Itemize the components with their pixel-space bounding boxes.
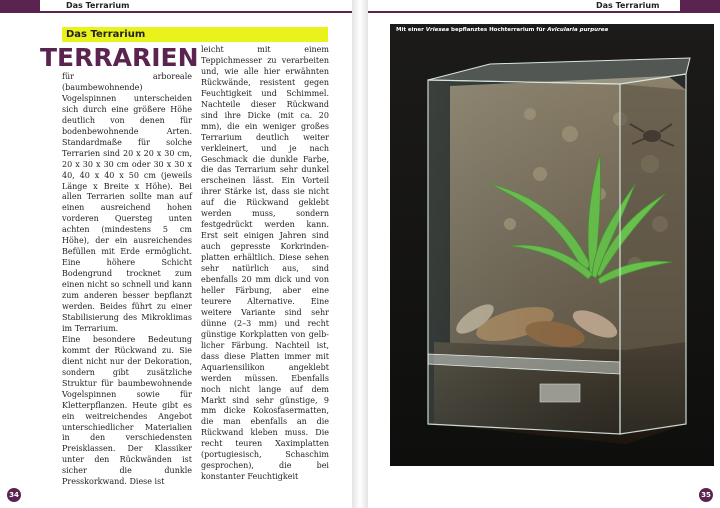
page-number-right: 35	[699, 488, 713, 502]
paragraph: Eine besondere Bedeutung kommt der Rückwand zu. Sie dient nicht nur der Dekoration, sondern gibt zusätzliche Struktur für baumbewohnende Vogelspinnen sowie für Kletterpflanzen. Heute gibt es ein weitreichendes Angebot unterschiedlicher Materialien in den verschiedensten Preisklassen. Der Klassiker unter den Rückwänden ist sicher die dunkle Presskorkwand. Diese ist	[62, 334, 192, 487]
running-head-left	[0, 0, 352, 13]
front-glass	[428, 80, 620, 434]
terrarium-illustration	[390, 24, 714, 466]
left-page	[0, 0, 352, 508]
paragraph: für arboreale (baumbewohnende) Vogelspinnen unterscheiden sich durch eine größere Höhe deutlich von denen für bodenbewohnende Arten. Standardmaße für solche Terrarien sind 20 x 20 x 30 cm, 20 x 30 x 30 cm oder 30 x 30 x 40, 40 x 40 x 50 cm (jeweils Länge x Breite x Höhe). Bei allen Terrarien sollte man auf einen ausreichend hohen vorderen Quersteg unten achten (mindestens 5 cm Höhe), der ein ausreichendes Befüllen mit Erde ermöglicht. Eine höhere Schicht Bodengrund trocknet zum einen nicht so schnell und kann zum anderen besser bepflanzt werden. Beides führt zu einer Stabilisierung des Mikroklimas im Terrarium.	[62, 72, 192, 333]
running-head-text: Das Terrarium	[66, 1, 130, 10]
running-head-right	[368, 0, 720, 13]
book-gutter	[352, 0, 368, 508]
right-page	[368, 0, 720, 508]
text-column-1	[62, 72, 192, 487]
running-head-stripe	[0, 0, 40, 11]
paragraph: leicht mit einem Teppichmesser zu verarbeiten und, wie alle hier erwähnten Rückwände, resistent gegen Feuchtigkeit und Schimmel. Nachteile dieser Rückwand sind ihre Dicke (mit ca. 20 mm), die ein weniger großes Terrarium deutlich weiter verkleinert, und je nach Geschmack die dunkle Farbe, die das Terrarium sehr dunkel erscheinen lässt. Ein Vorteil ihrer Stärke ist, dass sie nicht auf die Rückwand geklebt werden muss, sondern festgedrückt werden kann. Erst seit einigen Jahren sind auch gepresste Korkrindenplatten erhältlich. Diese sehen sehr natürlich aus, sind ebenfalls 20 mm dick und von heller Färbung, aber eine teurere Alternative. Eine weitere Variante sind sehr dünne (2–3 mm) und recht günstige Korkplatten von gelblicher Färbung. Nachteil ist, dass diese Platten immer mit Aquariensilikon angeklebt werden müssen. Ebenfalls noch nicht lange auf dem Markt sind sehr günstige, 9 mm dicke Kokosfasermatten, die man ebenfalls an die Rückwand kleben muss. Die recht teuren Xaximplatten (portugiesisch, Schaschim gesprochen), die bei konstanter Feuchtigkeit	[201, 45, 329, 482]
running-head-text: Das Terrarium	[596, 1, 660, 10]
photo-caption: Mit einer Vriesea bepflanztes Hochterrarium für Avicularia purpurea	[396, 27, 609, 33]
page-number-left: 34	[7, 488, 21, 502]
page-title: TERRARIEN	[40, 43, 199, 72]
running-head-stripe	[680, 0, 720, 11]
terrarium-photo	[390, 24, 714, 466]
section-tag: Das Terrarium	[62, 27, 328, 42]
text-column-2	[201, 45, 329, 482]
